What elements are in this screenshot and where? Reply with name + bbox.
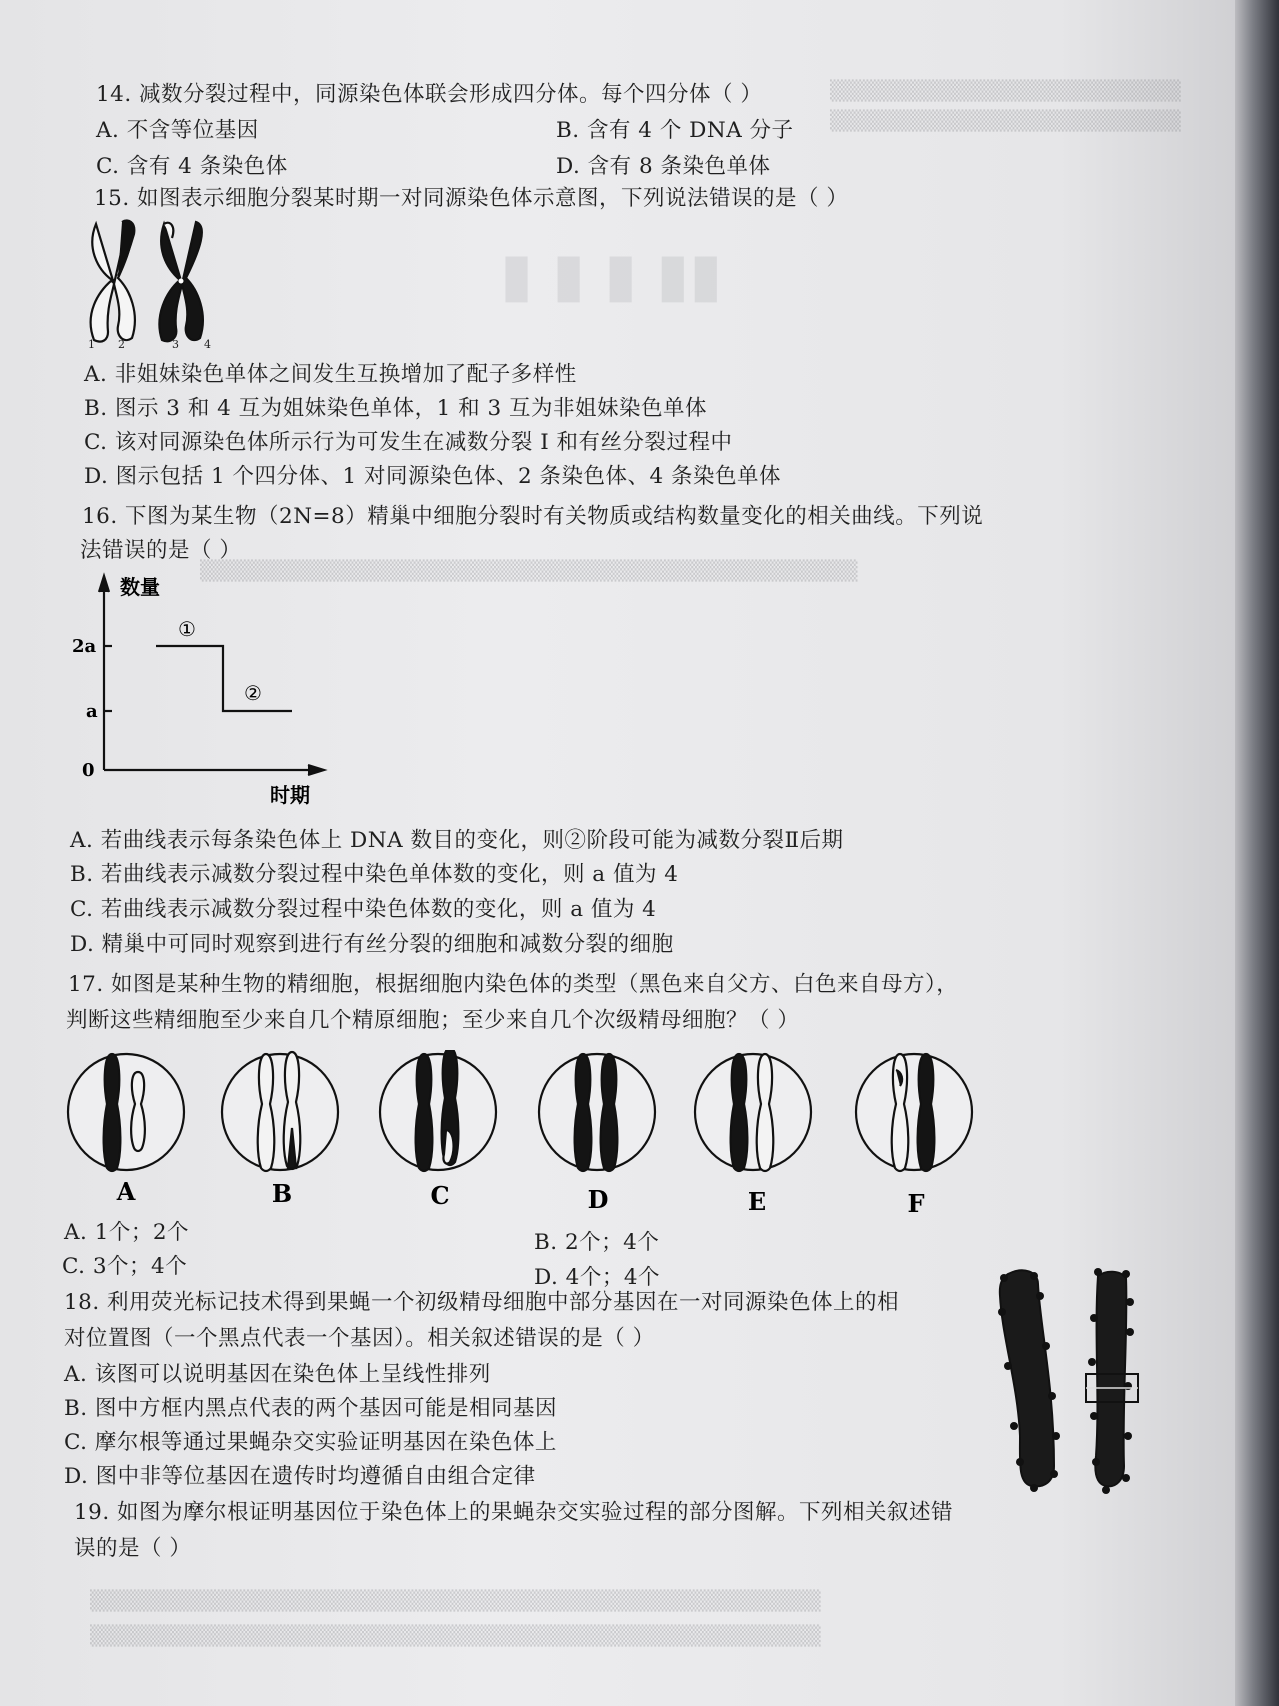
q18-stem-line2: 对位置图（一个黑点代表一个基因）。相关叙述错误的是（ ） bbox=[64, 1326, 655, 1351]
q14-option-c: C. 含有 4 条染色体 bbox=[96, 154, 288, 179]
segment-label-2: ② bbox=[244, 681, 262, 705]
q17-option-a: A. 1个；2个 bbox=[64, 1220, 190, 1245]
y-tick-label-0: 0 bbox=[82, 760, 95, 781]
y-tick-label-a: a bbox=[86, 701, 98, 722]
bleed-through-text: ▒▒▒▒▒▒▒▒▒▒▒▒▒▒▒▒▒▒▒▒▒▒▒▒▒▒▒▒▒▒▒▒▒▒▒▒▒▒▒▒▒▒▒▒▒ bbox=[200, 560, 858, 582]
homologous-chromosomes-figure bbox=[84, 218, 234, 352]
curve-line bbox=[156, 646, 292, 711]
q16-option-b: B. 若曲线表示减数分裂过程中染色单体数的变化，则 a 值为 4 bbox=[70, 862, 679, 887]
q15-option-b: B. 图示 3 和 4 互为姐妹染色单体，1 和 3 互为非姐妹染色单体 bbox=[84, 396, 708, 421]
q14-option-b: B. 含有 4 个 DNA 分子 bbox=[556, 118, 794, 143]
q14-option-a: A. 不含等位基因 bbox=[96, 118, 259, 143]
chromosome-left bbox=[1000, 1270, 1054, 1486]
q18-option-a: A. 该图可以说明基因在染色体上呈线性排列 bbox=[64, 1362, 491, 1387]
y-axis-arrow bbox=[99, 576, 109, 592]
bleed-through-figure: ▮ ▮ ▮ ▮▮ bbox=[500, 240, 723, 310]
q15-stem: 15. 如图表示细胞分裂某时期一对同源染色体示意图，下列说法错误的是（ ） bbox=[94, 186, 849, 211]
q14-option-d: D. 含有 8 条染色单体 bbox=[556, 154, 771, 179]
q17-stem-line2: 判断这些精细胞至少来自几个精原细胞；至少来自几个次级精母细胞？（ ） bbox=[66, 1008, 800, 1033]
q18-option-b: B. 图中方框内黑点代表的两个基因可能是相同基因 bbox=[64, 1396, 557, 1421]
bleed-through-text: ▒▒▒▒▒▒▒▒▒▒▒▒▒▒▒▒▒▒▒▒▒▒▒▒▒▒▒▒▒▒▒▒▒▒▒▒▒▒▒▒▒▒▒▒▒▒▒▒▒▒ bbox=[90, 1625, 821, 1647]
q17-stem-line1: 17. 如图是某种生物的精细胞，根据细胞内染色体的类型（黑色来自父方、白色来自母方）， bbox=[68, 972, 959, 997]
q14-stem: 14. 减数分裂过程中，同源染色体联会形成四分体。每个四分体（ ） bbox=[96, 82, 763, 107]
cell-b bbox=[222, 1052, 338, 1171]
bleed-through-text: ▒▒▒▒▒▒▒▒▒▒▒▒▒▒▒▒▒▒▒▒▒▒▒▒ bbox=[830, 80, 1181, 102]
chromosome-right bbox=[1095, 1272, 1126, 1487]
quantity-curve-chart bbox=[70, 570, 340, 810]
y-tick-label-2a: 2a bbox=[72, 636, 97, 657]
cell-a bbox=[68, 1054, 184, 1171]
q16-stem-line2: 法错误的是（ ） bbox=[80, 538, 242, 563]
chromatid-label: 1 bbox=[88, 338, 95, 351]
cell-c bbox=[380, 1050, 496, 1171]
cell-label-f: F bbox=[907, 1189, 925, 1218]
q16-stem-line1: 16. 下图为某生物（2N=8）精巢中细胞分裂时有关物质或结构数量变化的相关曲线。下列说 bbox=[82, 504, 984, 529]
q19-stem-line2: 误的是（ ） bbox=[74, 1536, 192, 1561]
q17-option-c: C. 3个；4个 bbox=[62, 1254, 188, 1279]
q17-option-b: B. 2个；4个 bbox=[534, 1230, 660, 1255]
cell-label-a: A bbox=[116, 1177, 136, 1206]
fluorescent-gene-chromosome-figure bbox=[994, 1266, 1174, 1496]
q16-option-a: A. 若曲线表示每条染色体上 DNA 数目的变化，则②阶段可能为减数分裂Ⅱ后期 bbox=[70, 828, 844, 853]
q18-option-c: C. 摩尔根等通过果蝇杂交实验证明基因在染色体上 bbox=[64, 1430, 557, 1455]
q16-option-d: D. 精巢中可同时观察到进行有丝分裂的细胞和减数分裂的细胞 bbox=[70, 932, 674, 957]
cell-label-e: E bbox=[747, 1187, 767, 1216]
chromatid-4 bbox=[182, 222, 203, 340]
y-axis-label: 数量 bbox=[120, 575, 160, 599]
q18-option-d: D. 图中非等位基因在遗传时均遵循自由组合定律 bbox=[64, 1464, 536, 1489]
chromatid-label: 3 bbox=[172, 338, 179, 351]
q15-option-a: A. 非姐妹染色单体之间发生互换增加了配子多样性 bbox=[84, 362, 577, 387]
sperm-cells-figure bbox=[60, 1050, 990, 1220]
x-axis-label: 时期 bbox=[270, 783, 310, 807]
bleed-through-text: ▒▒▒▒▒▒▒▒▒▒▒▒▒▒▒▒▒▒▒▒▒▒▒▒▒▒▒▒▒▒▒▒▒▒▒▒▒▒▒▒▒▒▒▒▒▒▒▒▒▒ bbox=[90, 1590, 821, 1612]
chromatid-label: 2 bbox=[118, 338, 125, 351]
bleed-through-text: ▒▒▒▒▒▒▒▒▒▒▒▒▒▒▒▒▒▒▒▒▒▒▒▒ bbox=[830, 110, 1181, 132]
cell-e bbox=[695, 1054, 811, 1171]
q19-stem-line1: 19. 如图为摩尔根证明基因位于染色体上的果蝇杂交实验过程的部分图解。下列相关叙述错 bbox=[74, 1500, 954, 1525]
q15-option-d: D. 图示包括 1 个四分体、1 对同源染色体、2 条染色体、4 条染色单体 bbox=[84, 464, 782, 489]
chromatid-label: 4 bbox=[204, 338, 211, 351]
cell-label-c: C bbox=[430, 1181, 450, 1210]
cell-d bbox=[539, 1054, 655, 1171]
cell-f bbox=[856, 1054, 972, 1171]
cell-label-d: D bbox=[587, 1185, 609, 1214]
chromatid-1 bbox=[91, 224, 114, 342]
segment-label-1: ① bbox=[178, 617, 196, 641]
q18-stem-line1: 18. 利用荧光标记技术得到果蝇一个初级精母细胞中部分基因在一对同源染色体上的相 bbox=[64, 1290, 900, 1315]
q17-option-d: D. 4个；4个 bbox=[534, 1265, 660, 1290]
x-axis-arrow bbox=[308, 765, 324, 775]
page-edge-shadow bbox=[1235, 0, 1279, 1706]
q16-option-c: C. 若曲线表示减数分裂过程中染色体数的变化，则 a 值为 4 bbox=[70, 897, 657, 922]
q15-option-c: C. 该对同源染色体所示行为可发生在减数分裂 I 和有丝分裂过程中 bbox=[84, 430, 733, 455]
chromatid-3 bbox=[159, 224, 182, 341]
cell-label-b: B bbox=[271, 1179, 293, 1208]
